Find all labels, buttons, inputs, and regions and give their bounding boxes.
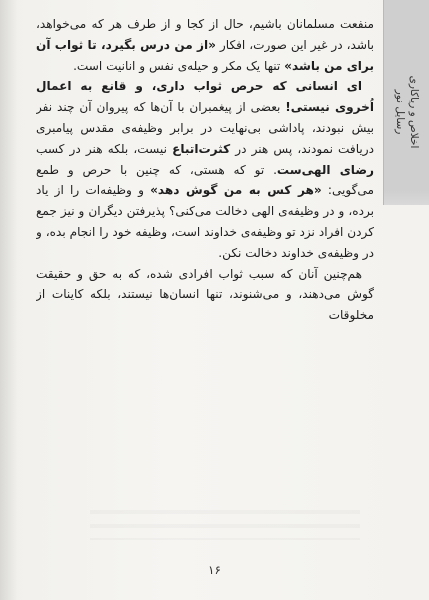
- paragraph-1: [36, 14, 374, 76]
- page-number: ۱۶: [208, 563, 221, 577]
- paragraph-2-bold-segment: کثرت‌اتباع: [172, 141, 231, 156]
- paragraph-2-segment: و وظیفه‌ات را از یاد برده، و در وظیفه‌ی الهی دخالت می‌کنی؟ پذیرفتن دیگران و نیز جمع کردن افراد نزد تو وظیفه‌ی خداوند است، وظیفه خود را انجام بده، و در وظیفه‌ی خداوند دخالت نکن.: [36, 183, 374, 260]
- paragraph-2-segment: . تو که هستی، که چنین با حرص و طمع می‌گویی:: [36, 162, 374, 198]
- paragraph-1-segment: منفعت مسلمانان باشیم، حال از کجا و از طرف هر که می‌خواهد، باشد، در غیر این صورت، افکار: [36, 17, 374, 52]
- paragraph-1-segment: تنها یک مکر و حیله‌ی نفس و انانیت است.: [73, 58, 285, 73]
- paragraph-3: [36, 264, 374, 326]
- paragraph-2-bold-segment: ای انسانی که حرص ثواب داری، و قانع به اعمال اُخروی نیستی!: [36, 79, 374, 115]
- paragraph-2-segment: نیست، بلکه هنر در کسب: [36, 141, 173, 156]
- bleed-through-shadow: [90, 500, 360, 540]
- paragraph-2-segment: بعضی از پیغمبران با آن‌ها که پیروان آن چند نفر بیش نبودند، پاداشی بی‌نهایت در برابر وظیفه‌ی مقدس پیامبری دریافت نمودند، پس هنر در: [36, 100, 374, 156]
- side-tab-line2: رسایل نور: [394, 89, 406, 135]
- paragraph-3-segment: هم‌چنین آنان که سبب ثواب افرادی شده، که به حق و حقیقت گوش می‌دهند، و می‌شنوند، تنها انسان‌ها نیستند، بلکه کاینات از مخلوقات: [36, 266, 374, 323]
- paragraph-1-bold-segment: «از من درس بگیرد، تا ثواب آن برای من باشد»: [36, 37, 374, 73]
- side-tab: [383, 0, 429, 205]
- paragraph-2-bold-segment: «هر کس به من گوش دهد»: [150, 183, 322, 198]
- paragraph-2: [36, 76, 374, 263]
- side-tab-label: [393, 76, 421, 149]
- paragraph-2-bold-segment: رضای الهی‌ست: [276, 162, 374, 177]
- page-body: [36, 14, 374, 524]
- side-tab-line1: اخلاص و ریاکاری: [408, 75, 420, 149]
